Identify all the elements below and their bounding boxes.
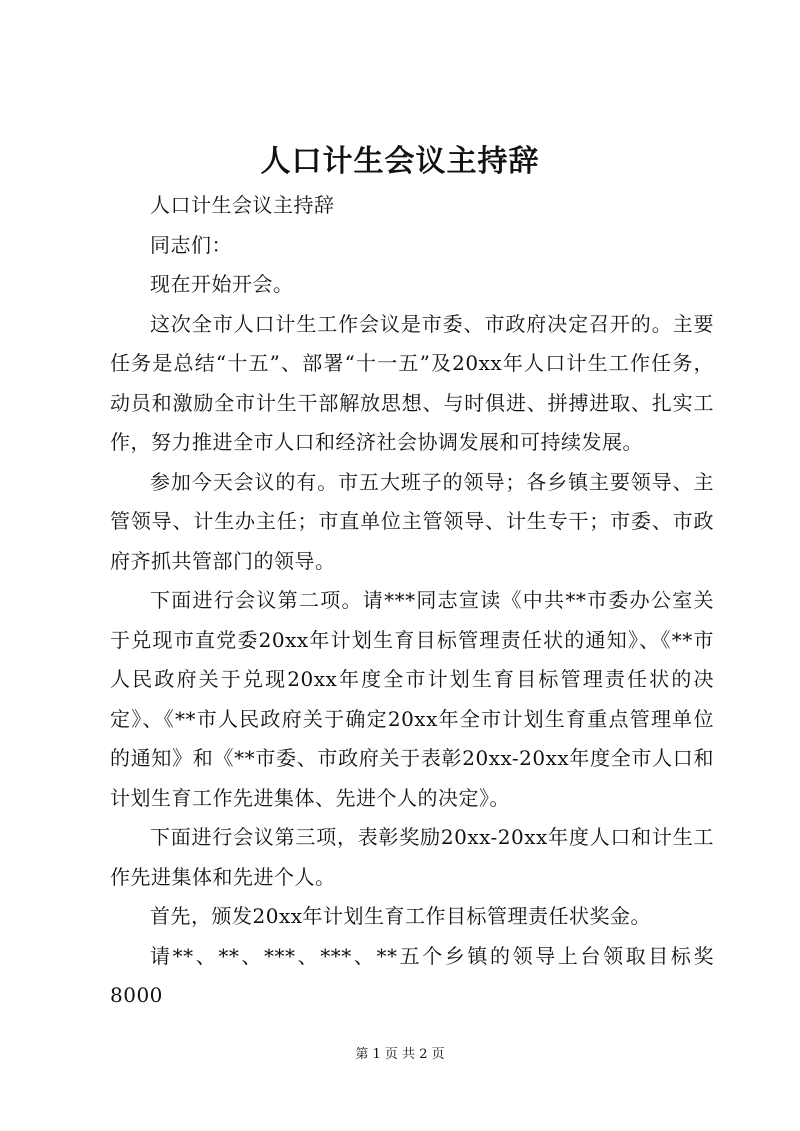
page-indicator: 第 1 页 共 2 页 [355,1047,445,1062]
paragraph-item-three: 下面进行会议第三项，表彰奖励20xx-20xx年度人口和计生工作先进集体和先进个人。 [110,825,714,889]
paragraph-subtitle: 人口计生会议主持辞 [150,193,335,217]
paragraph-award-towns: 请**、**、***、***、**五个乡镇的领导上台领取目标奖8000 [110,943,714,1007]
paragraph-greeting: 同志们： [150,232,232,257]
paragraph-opening: 现在开始开会。 [150,272,294,296]
page-title: 人口计生会议主持辞 [260,144,540,179]
paragraph-purpose: 这次全市人口计生工作会议是市委、市政府决定召开的。主要任务是总结“十五”、部署“十一五”及20xx年人口计生工作任务，动员和激励全市计生干部解放思想、与时俱进、拼搏进取、扎实工作，努力推进全市人口和经济社会协调发展和可持续发展。 [110,311,714,454]
paragraph-award-first: 首先，颁发20xx年计划生育工作目标管理责任状奖金。 [150,904,652,928]
paragraph-attendees: 参加今天会议的有。市五大班子的领导；各乡镇主要领导、主管领导、计生办主任；市直单位主管领导、计生专干；市委、市政府齐抓共管部门的领导。 [110,469,714,573]
paragraph-item-two: 下面进行会议第二项。请***同志宣读《中共**市委办公室关于兑现市直党委20xx年计划生育目标管理责任状的通知》、《**市人民政府关于兑现20xx年度全市计划生育目标管理责任状的决定》、《**市人民政府关于确定20xx年全市计划生育重点管理单位的通知》和《**市委、市政府关于表彰20xx-20xx年度全市人口和计划生育工作先进集体、先进个人的决定》。 [110,588,714,810]
document-body [110,186,714,1016]
